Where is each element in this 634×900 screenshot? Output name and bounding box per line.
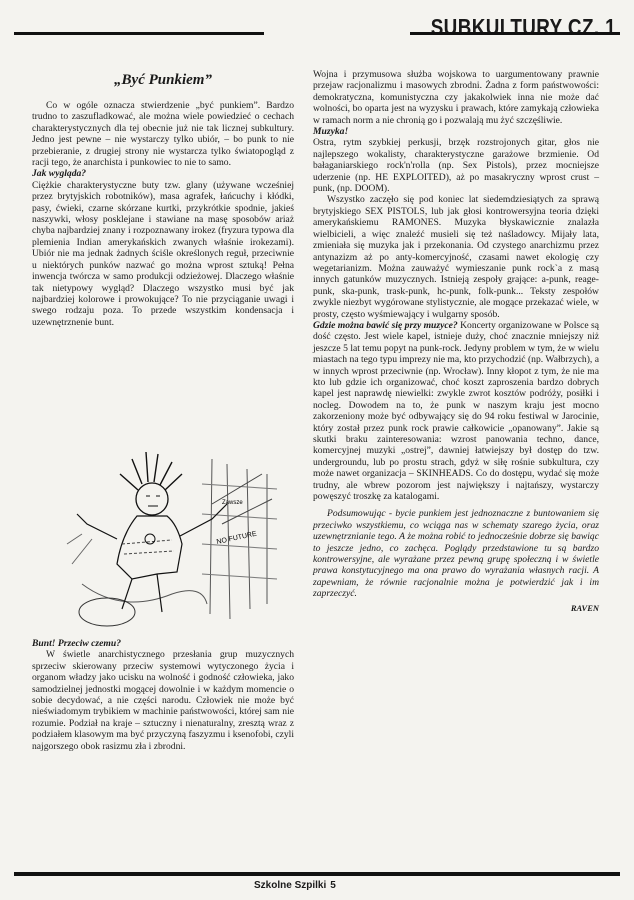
subheading-where: Gdzie można bawić się przy muzyce? [313, 319, 458, 331]
rebellion-paragraph: W świetle anarchistycznego przesłania grup muzycznych sprzeciw skierowany przeciw systemowi wytyczonego życia i organom władzy jako ucisku na wolność i godność człowieka, jako samodzielnej jednostki mogącej dowolnie i w każdym momencie o sobie decydować, a nie części narodu. Człowiek nie może być nieświadomym trybikiem w machinie państwowości, której sam nie rozumie. Podział na kraje – sztuczny i nienaturalny, zresztą wraz z podziałem klasowym ma być przyczyną faszyzmu i ksenofobi, czyli najgorszego obok rasizmu zła i zbrodni. [32, 649, 294, 752]
subheading-music: Muzyka! [313, 126, 349, 138]
graffiti-no-future: NO FUTURE [215, 530, 258, 546]
appearance-paragraph: Ciężkie charakterystyczne buty tzw. glany (używane wcześniej przez brytyjskich robotników), masa agrafek, łańcuchy i kłódki, pasy, ćwieki, czarne skórzane kurtki, przykrótkie spodnie, jakieś naszywki, włosy posklejane i stawiane na masę sposobów ariaż chyba najbardziej znany i rozpoznawany irokez (fryzura typowa dla plemienia Indian amerykańskich zwanych właśnie irokezami). Ubiór nie ma jednak żadnych ściśle określonych reguł, przeciwnie u niektórych punków nazwać go można wprost sztuką! Pełna inwencja twórcza w samo produkcji odzieżowej. Dlaczego właśnie tak nietypowy wygląd? Dlaczego wszystko musi być jak najbardziej kolorowe i prowokujące? To nie przyciąganie uwagi i swego rodzaju poza. To przede wszystkim kondensacja i uzewnętrznenie bunt. [32, 179, 294, 328]
summary-paragraph: Podsumowując - bycie punkiem jest jednoznaczne z buntowaniem się przeciwko wszystkiemu, co wciąga nas w schematy szarego życia, oraz uzewnętrznianie tego. A że można robić to jednocześnie dobrze się bawiąc to jeszcze jedno, co zachęca. Poglądy przedstawione tu są bardzo kontrowersyjne, ale wyrażane przez pewną grupę społeczną i w świetle prawa konstytucyjnego ma ona prawo do wyrażania własnych racji. A zapewniam, że równie racjonalnie można je potwierdzić jak i im zaprzeczyć. [313, 508, 599, 600]
article-title: „Być Punkiem” [114, 72, 212, 88]
header-rule-right [410, 32, 620, 35]
header-rule-left [14, 32, 264, 35]
page-number: 5 [330, 880, 336, 891]
music-paragraph-2: Wszystko zaczęło się pod koniec lat siedemdziesiątych za sprawą brytyjskiego SEX PISTOLS, lub jak głosi kontrowersyjna teoria dzięki amerykańskiemu RAMONES. Muzyka błyskawicznie znalazła wielbicieli, a więc znaleźć musieli się też naśladowcy. Mijały lata, zmieniała się muzyka jak i przekonania. Od czystego anarchizmu przez antynazizm aż po anty-komercyjność, czasami nawet ekologię czy wegetarianizm. Można zauważyć wymieszanie punk rock`a z masą innych gatunków muzycznych. Istnieją zespoły grające: a-punk, reage-punk, ska-punk, trask-punk, hc-punk, folk-punk... Teksty zespołów zwykle niezbyt wygórowane stylistycznie, ale mogące przekazać wiele, w prosty, często wyśmiewający i wulgarny sposób. [313, 194, 599, 320]
left-column [32, 100, 294, 328]
subheading-rebellion: Bunt! Przeciw czemu? [32, 638, 122, 649]
author-signature: RAVEN [570, 602, 599, 613]
publication-name: Szkolne Szpilki [254, 880, 327, 891]
intro-paragraph: Co w ogóle oznacza stwierdzenie „być punkiem”. Bardzo trudno to zaszufladkować, ale można wiele powiedzieć o cechach charakterystycznych dla tej obecnie już nie tak licznej subkultury. Jedno jest pewne – nie wystarczy tylko ubiór, – bo punk to nie przebieranie, z drugiej strony nie wystarcza tylko światopogląd z racji tego, że anarchista i punkowiec to nie to samo. [32, 100, 294, 169]
subheading-appearance: Jak wygląda? [32, 168, 87, 180]
section-header-title: SUBKULTURY CZ. 1 [430, 14, 616, 40]
right-column [313, 69, 599, 614]
left-column-bottom [32, 638, 294, 752]
punk-illustration [62, 444, 292, 632]
where-paragraph: Koncerty organizowane w Polsce są dość często. Jest wiele kapel, istnieje duży, choć znacznie mniejszy niż jeszcze 5 lat temu popyt na punk-rock. Jedyny problem w tym, że w wielu miastach na tego typu imprezy nie ma, kto przychodzić (np. Wałbrzych), a w innych wprost przeciwnie (np. Wrocław). Inny kłopot z tym, że nie ma kto lub gdzie ich organizować, choć koszt zaproszenia bardzo dobrych kapel jest naprawdę niewielki: zwykle zwrot kosztów podróży, posiłki i nocleg. Dowodem na to, że punk w naszym kraju jest mocno zakorzeniony może być odbywający się do 94 roku festiwal w Jarocinie, który został przez punk rock prawie całkowicie „opanowany”. Jakie są skutki braku zainteresowania: wzrost panowania techno, dance, komercyjnej muzyki „ostrej”, dawniej łatwiejszy był dostęp do tzw. undergroundu, lub po prostu strach, gdyż w siłę rośnie subkultura, czy może nawet organizacja – SKINHEADS. Co do dostępu, wydać się może trudny, ale wbrew pozorom jest największy i najtańszy, wystarczy powęszyć troszkę za katalogami. [313, 319, 599, 503]
graffiti-zawsze: Zawsze [222, 500, 243, 506]
footer-rule [14, 872, 620, 876]
footer [250, 880, 336, 891]
music-paragraph-1: Ostra, rytm szybkiej perkusji, brzęk rozstrojonych gitar, głos nie najlepszego wokalisty, charakterystyczne garażowe brzmienie. Od bałaganiarskiego rock'n'rolla (np. Sex Pistols), przez mocniejsze uderzenie (np. HE EXPLOITED), aż po masakryczny wprost crust – punk, (np. DOOM). [313, 137, 599, 195]
war-paragraph: Wojna i przymusowa służba wojskowa to uargumentowany prawnie przejaw racjonalizmu i masowych zbrodni. Żadna z form państwowości: demokratyczna, komunistyczna czy jakakolwiek inna nie może dać wolności, bo oparta jest na wyzysku i prawach, które zamykają człowieka w ramach norm a nie chronią go i pozwalają mu żyć szczęśliwie. [313, 69, 599, 126]
punk-drawing [62, 444, 292, 632]
